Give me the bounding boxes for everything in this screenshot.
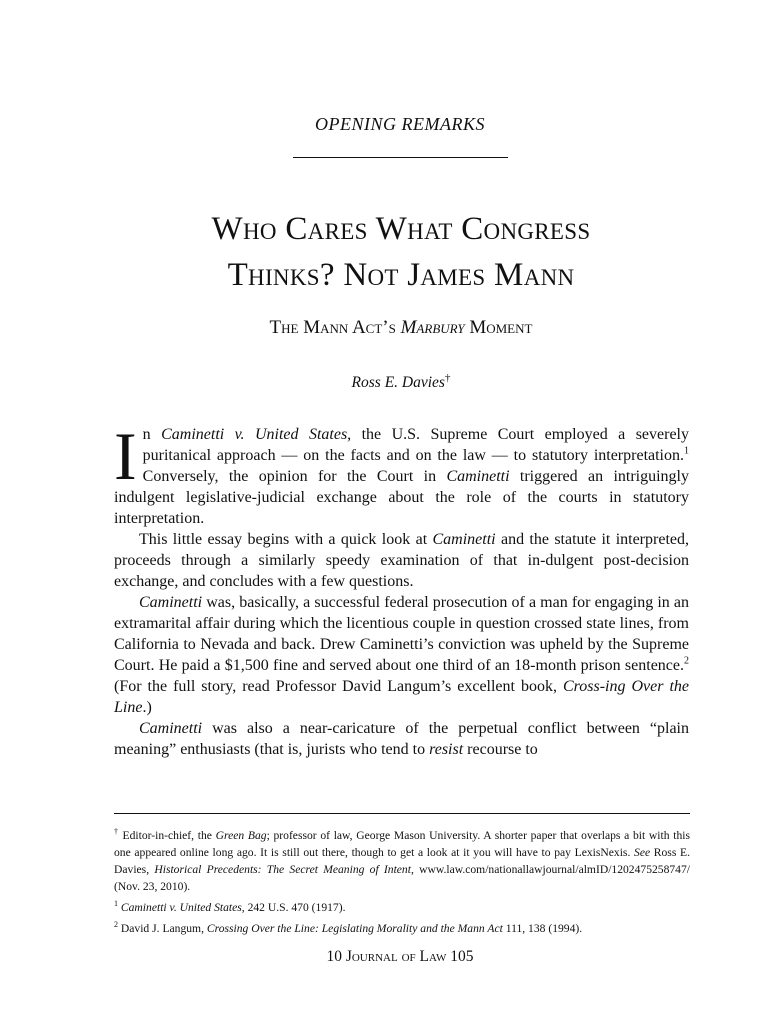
page-folio: 10 Journal of Law 105 [326, 948, 474, 965]
article-title [60, 206, 742, 298]
footnote-mark: † [114, 827, 119, 836]
author-footnote-mark: † [444, 372, 451, 384]
footnote-mark: 2 [114, 919, 118, 929]
title-line-2: Thinks? Not James Mann [227, 257, 575, 293]
signal: See [634, 845, 651, 859]
book-title: Crossing Over the Line: Legislating Morality and the Mann Act [206, 921, 503, 935]
text-run: ; professor of law, George Mason University. A shorter paper that overlaps a bit with this one appeared online long ago. It is still out there, though to get a look at it you will have to pay LexisNexis. [114, 828, 690, 859]
text-run: 111, 138 (1994). [502, 921, 583, 935]
case-name: Caminetti [139, 720, 203, 737]
case-name: Caminetti [446, 468, 510, 485]
footnote-ref-2: 2 [684, 655, 689, 667]
author-name: Ross E. Davies [351, 374, 445, 392]
article-body [114, 418, 690, 760]
text-run: and the statute it interpreted, proceeds through a similarly speedy examination of that in-dulgent post-decision exchange, and concludes with a few questions. [114, 531, 689, 590]
subtitle-pre: The Mann Act’s [269, 317, 401, 338]
case-name: Caminetti v. United States [161, 426, 348, 443]
section-kicker: OPENING REMARKS [315, 114, 485, 134]
article-subtitle [60, 317, 742, 339]
kicker-divider [293, 157, 508, 158]
footnote-dagger [114, 823, 690, 895]
text-run: (For the full story, read Professor David Langum’s excellent book, [114, 678, 563, 695]
article-citation: Historical Precedents: The Secret Meaning of Intent [154, 862, 411, 876]
text-run: This little essay begins with a quick look at [139, 531, 433, 548]
text-run: .) [142, 699, 152, 716]
paragraph-2 [114, 529, 689, 592]
text-run: David J. Langum, [118, 921, 207, 935]
footnote-divider [114, 813, 690, 814]
publication-name: Green Bag [215, 828, 267, 842]
footnotes [114, 823, 690, 937]
title-line-1: Who Cares What Congress [211, 211, 591, 247]
text-run: was also a near-caricature of the perpetual conflict between “plain meaning” enthusiasts (that is, jurists who tend to [114, 720, 689, 758]
case-name: Caminetti [432, 531, 496, 548]
footnote-mark: 1 [114, 898, 118, 908]
footnote-2 [114, 916, 690, 937]
text-run: , www.law.com/nationallawjournal/almID/1202475258747/ (Nov. 23, 2010). [114, 862, 690, 893]
text-run: Conversely, the opinion for the Court in [142, 468, 447, 485]
emphasis: resist [429, 741, 464, 758]
subtitle-post: Moment [464, 317, 533, 338]
paragraph-4 [114, 718, 689, 760]
drop-cap: I [114, 418, 137, 494]
text-run: Ross E. Davies, [114, 845, 690, 876]
footnote-ref-1: 1 [684, 445, 689, 457]
text-run: was, basically, a successful federal prosecution of a man for engaging in an extramarital affair during which the licentious couple in question crossed state lines, from California to Nevada and back. Drew Caminetti’s conviction was upheld by the Supreme Court. He paid a $1,500 fine and served about one third of an 18-month prison sentence. [114, 594, 689, 674]
paragraph-1 [114, 418, 690, 529]
book-title: Cross-ing Over the Line [114, 678, 690, 716]
text-run: n [142, 426, 162, 443]
text-run: , the U.S. Supreme Court employed a severely puritanical approach — on the facts and on the law — to statutory interpretation. [142, 426, 689, 464]
footnote-1 [114, 895, 690, 916]
case-name: Caminetti [139, 594, 203, 611]
text-run: Editor-in-chief, the [118, 828, 216, 842]
text-run: recourse to [463, 741, 538, 758]
subtitle-italic: Marbury [400, 317, 465, 338]
case-name: Caminetti v. United States [120, 900, 242, 914]
text-run: triggered an intriguingly indulgent legislative-judicial exchange about the role of the courts in statutory interpretation. [114, 468, 690, 527]
author-byline [60, 372, 742, 392]
paragraph-3 [114, 592, 689, 718]
text-run: , 242 U.S. 470 (1917). [241, 900, 346, 914]
